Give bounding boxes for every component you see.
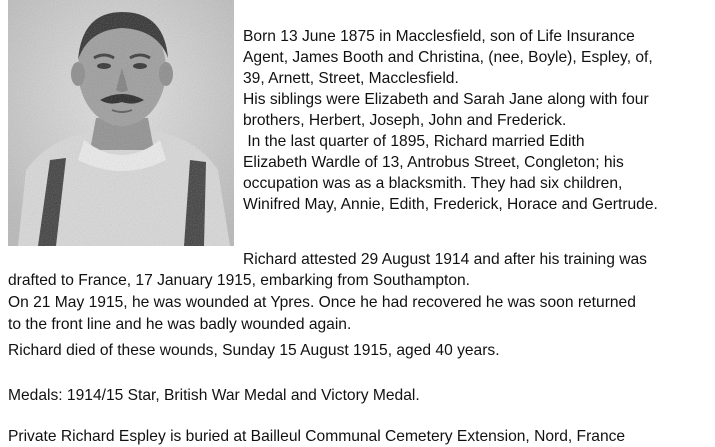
service-line: to the front line and he was badly wounded again. <box>8 316 352 333</box>
bio-line: Born 13 June 1875 in Macclesfield, son of Life Insurance <box>243 28 635 45</box>
portrait-photo <box>8 0 234 246</box>
death-line: Richard died of these wounds, Sunday 15 August 1915, aged 40 years. <box>8 342 500 359</box>
bio-line: His siblings were Elizabeth and Sarah Jane along with four <box>243 91 649 108</box>
bio-line: Agent, James Booth and Christina, (nee, Boyle), Espley, of, <box>243 49 653 66</box>
portrait-image <box>8 0 234 246</box>
bio-line: Winifred May, Annie, Edith, Frederick, Horace and Gertrude. <box>243 196 658 213</box>
bio-line: brothers, Herbert, Joseph, John and Frederick. <box>243 112 567 129</box>
medals-line: Medals: 1914/15 Star, British War Medal and Victory Medal. <box>8 387 420 404</box>
attested-line: Richard attested 29 August 1914 and after his training was <box>243 251 647 268</box>
bio-line: Elizabeth Wardle of 13, Antrobus Street, Congleton; his <box>243 154 624 171</box>
bio-line: 39, Arnett, Street, Macclesfield. <box>243 70 459 87</box>
burial-line: Private Richard Espley is buried at Bailleul Communal Cemetery Extension, Nord, France <box>8 428 626 445</box>
bio-line: occupation was as a blacksmith. They had six children, <box>243 175 623 192</box>
service-line: drafted to France, 17 January 1915, embarking from Southampton. <box>8 272 471 289</box>
bio-line: In the last quarter of 1895, Richard married Edith <box>243 133 585 150</box>
service-line: On 21 May 1915, he was wounded at Ypres. Once he had recovered he was soon returned <box>8 294 636 311</box>
